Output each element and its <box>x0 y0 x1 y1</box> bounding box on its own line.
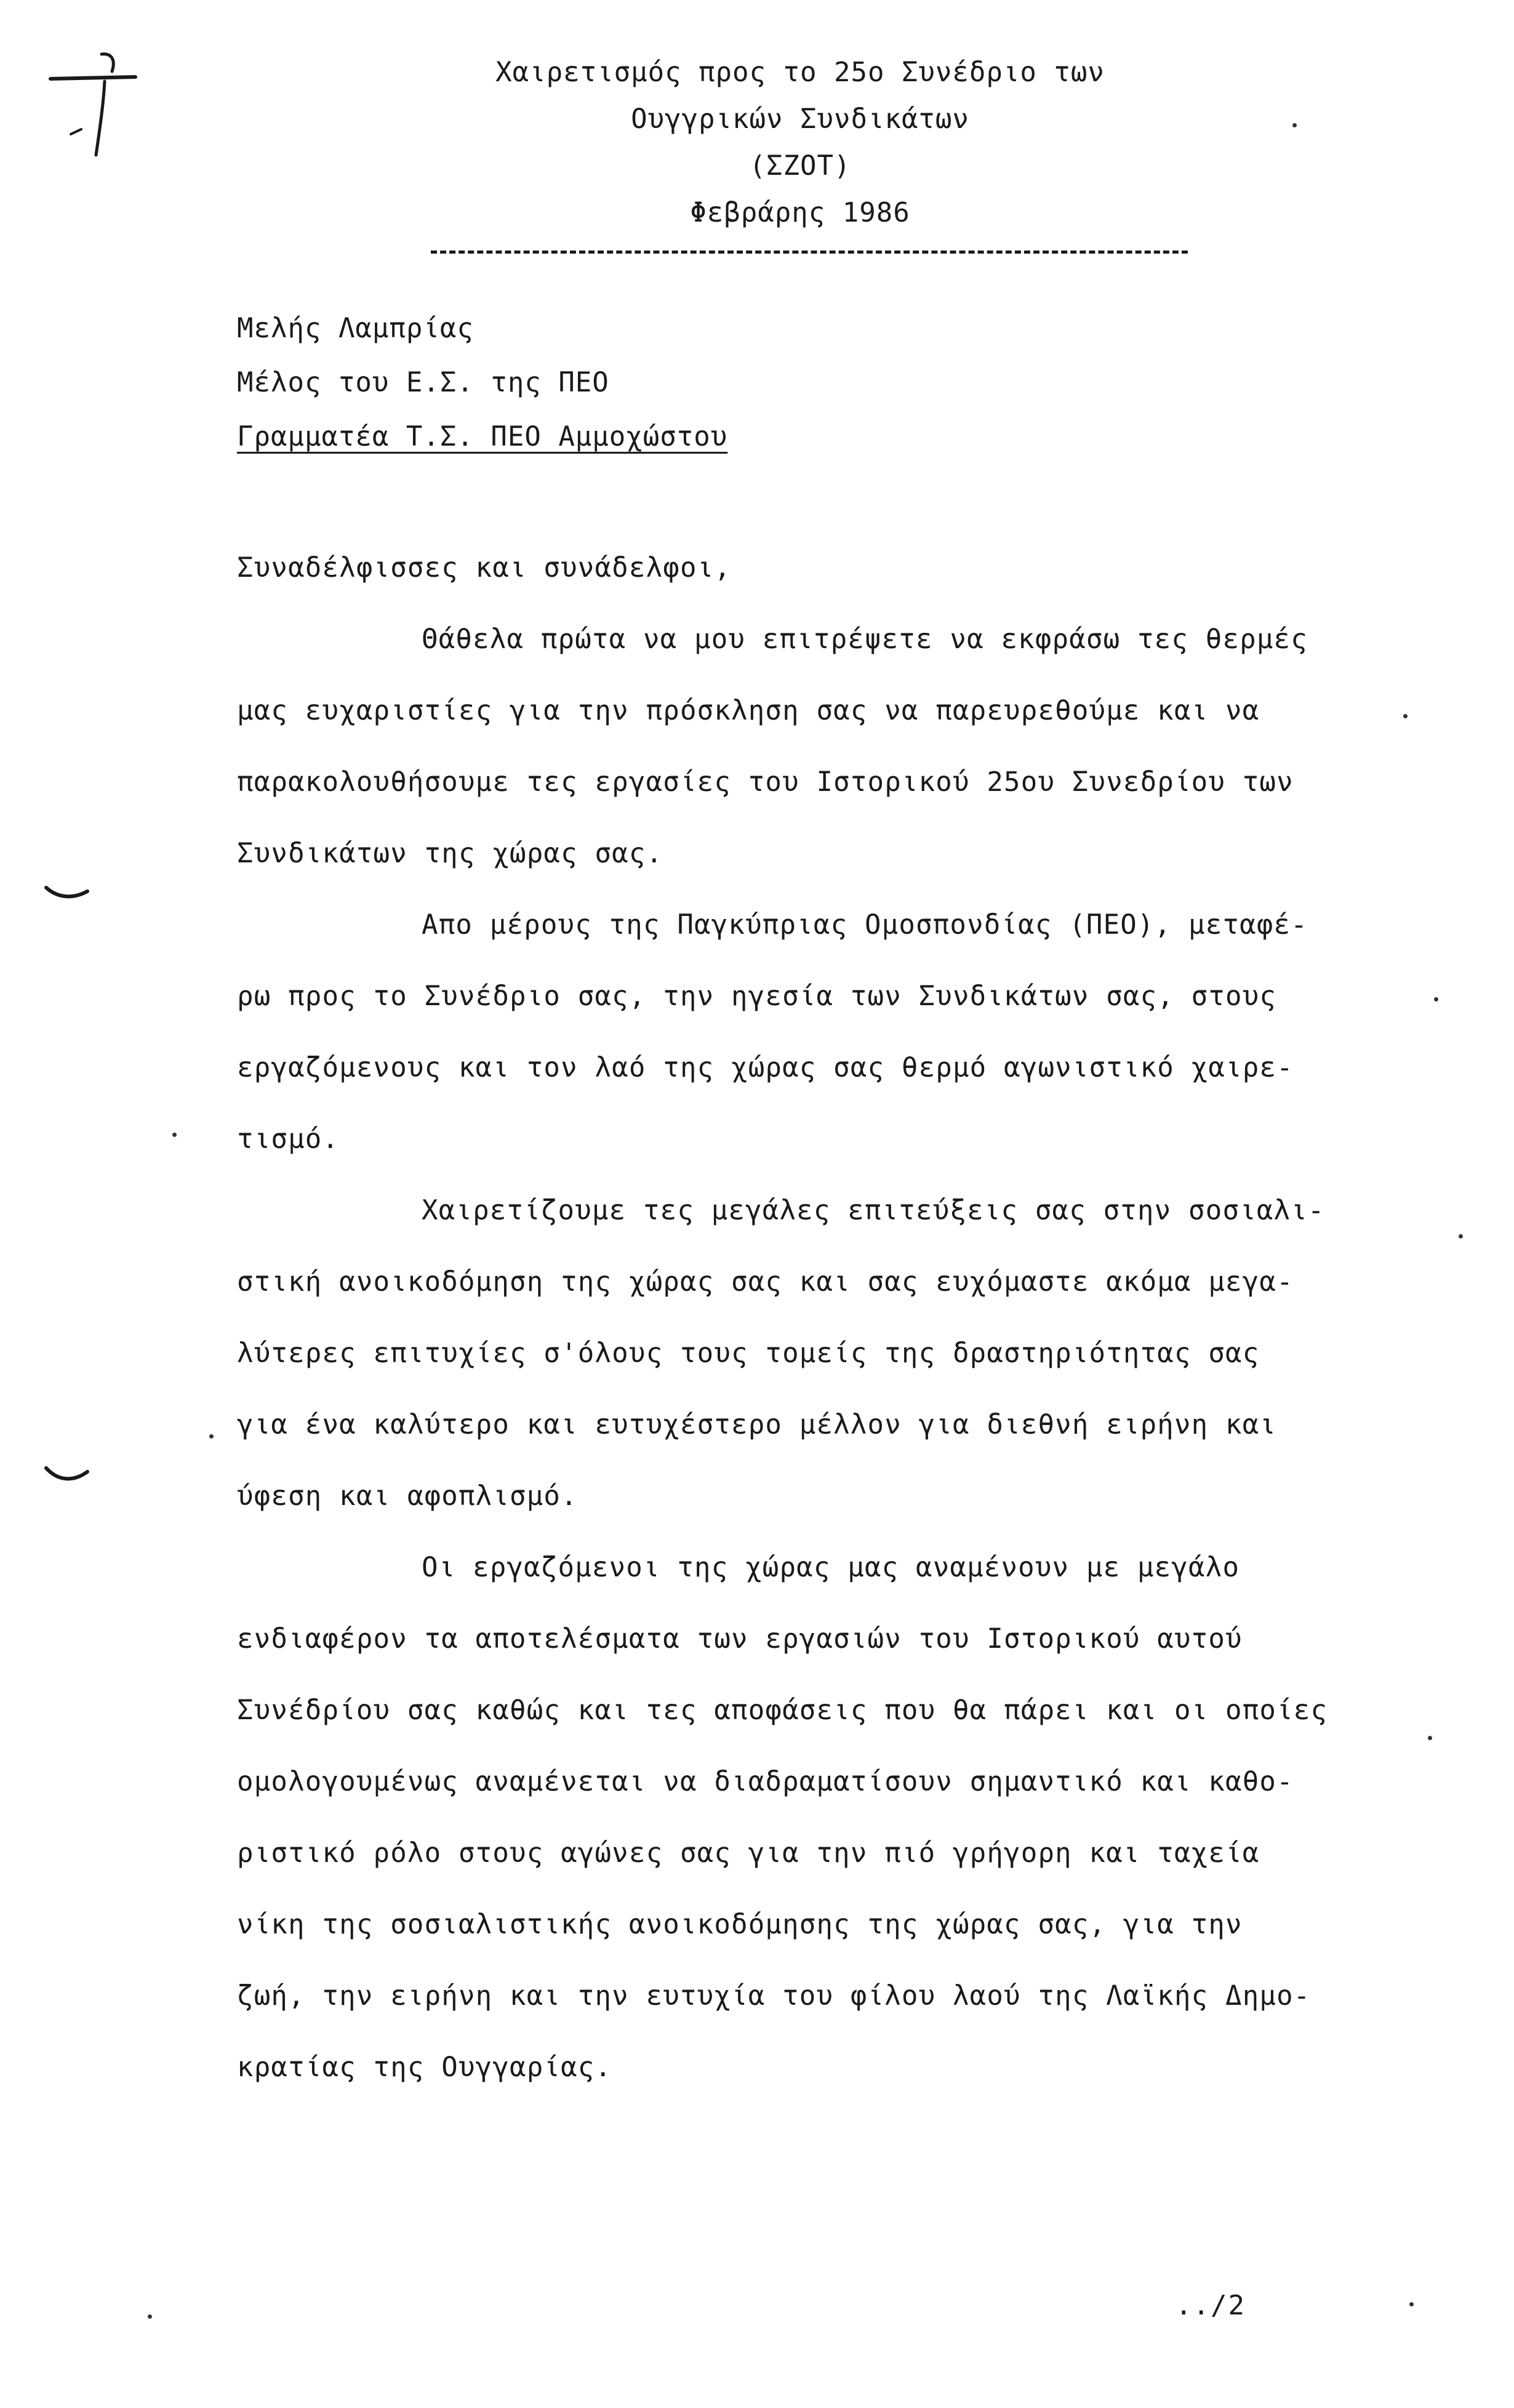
handwritten-cross-mark <box>43 43 166 166</box>
paragraph-line: λύτερες επιτυχίες σ'όλους τους τομείς της δραστηριότητας σας <box>237 1338 1260 1369</box>
paragraph-line: εργαζόμενους και τον λαό της χώρας σας θερμό αγωνιστικό χαιρε- <box>237 1052 1294 1083</box>
paragraph-line: παρακολουθήσουμε τες εργασίες του Ιστορικού 25ου Συνεδρίου των <box>237 766 1294 798</box>
letter-body <box>237 532 1406 2103</box>
paragraph-line: ενδιαφέρον τα αποτελέσματα των εργασιών του Ιστορικού αυτού <box>237 1623 1243 1655</box>
paragraph-line: μας ευχαριστίες για την πρόσκληση σας να παρευρεθούμε και να <box>237 695 1260 726</box>
title-date: Φεβράρης 1986 <box>690 197 910 228</box>
paragraph-line: νίκη της σοσιαλιστικής ανοικοδόμησης της χώρας σας, για την <box>237 1909 1243 1940</box>
scan-speck <box>148 2314 152 2319</box>
title-line: (ΣΖΟΤ) <box>749 150 851 182</box>
paragraph-line: ύφεση και αφοπλισμό. <box>237 1480 578 1512</box>
binding-mark <box>43 1462 92 1487</box>
paragraph-line: στική ανοικοδόμηση της χώρας σας και σας ευχόμαστε ακόμα μεγα- <box>237 1266 1294 1298</box>
author-name: Μελής Λαμπρίας <box>237 313 474 344</box>
scan-speck <box>1434 997 1438 1001</box>
paragraph-line: ζωή, την ειρήνη και την ευτυχία του φίλου λαού της Λαϊκής Δημο- <box>237 1980 1311 2012</box>
paragraph-line: Συνέδρίου σας καθώς και τες αποφάσεις που θα πάρει και οι οποίες <box>237 1695 1328 1726</box>
title-line: Ουγγρικών Συνδικάτων <box>631 103 969 135</box>
title-line: Χαιρετισμός προς το 25ο Συνέδριο των <box>495 57 1105 88</box>
paragraph-line: ρω προς το Συνέδριο σας, την ηγεσία των Συνδικάτων σας, στους <box>237 981 1277 1012</box>
paragraph-line: κρατίας της Ουγγαρίας. <box>237 2052 612 2083</box>
scan-speck <box>1409 2302 1414 2306</box>
paragraph-line: Χαιρετίζουμε τες μεγάλες επιτεύξεις σας στην σοσιαλι- <box>422 1195 1325 1226</box>
scan-speck <box>209 1434 214 1439</box>
document-title <box>431 49 1169 236</box>
salutation: Συναδέλφισσες και συνάδελφοι, <box>237 552 732 584</box>
paragraph-line: Απο μέρους της Παγκύπριας Ομοσπονδίας (ΠΕΟ), μεταφέ- <box>422 909 1308 941</box>
author-position: Μέλος του Ε.Σ. της ΠΕΟ <box>237 367 609 398</box>
scan-speck <box>1403 714 1408 718</box>
scan-speck <box>1428 1736 1432 1740</box>
paragraph-line: ομολογουμένως αναμένεται να διαδραματίσουν σημαντικό και καθο- <box>237 1766 1294 1797</box>
paragraph-line: Συνδικάτων της χώρας σας. <box>237 838 663 869</box>
paragraph-line: ριστικό ρόλο στους αγώνες σας για την πιό γρήγορη και ταχεία <box>237 1837 1260 1869</box>
paragraph-line: Θάθελα πρώτα να μου επιτρέψετε να εκφράσω τες θερμές <box>422 624 1308 655</box>
author-block <box>237 302 727 464</box>
author-role: Γραμματέα Τ.Σ. ΠΕΟ Αμμοχώστου <box>237 421 728 452</box>
paragraph-line: για ένα καλύτερο και ευτυχέστερο μέλλον για διεθνή ειρήνη και <box>237 1409 1277 1440</box>
paragraph-line: τισμό. <box>237 1123 340 1155</box>
title-underline <box>431 251 1188 254</box>
paragraph-line: Οι εργαζόμενοι της χώρας μας αναμένουν με μεγάλο <box>422 1552 1240 1583</box>
page-continuation-marker: ../2 <box>1176 2290 1246 2321</box>
scan-speck <box>172 1133 177 1137</box>
scan-speck <box>1459 1234 1463 1238</box>
scan-speck <box>1292 123 1297 127</box>
binding-mark <box>43 880 92 905</box>
